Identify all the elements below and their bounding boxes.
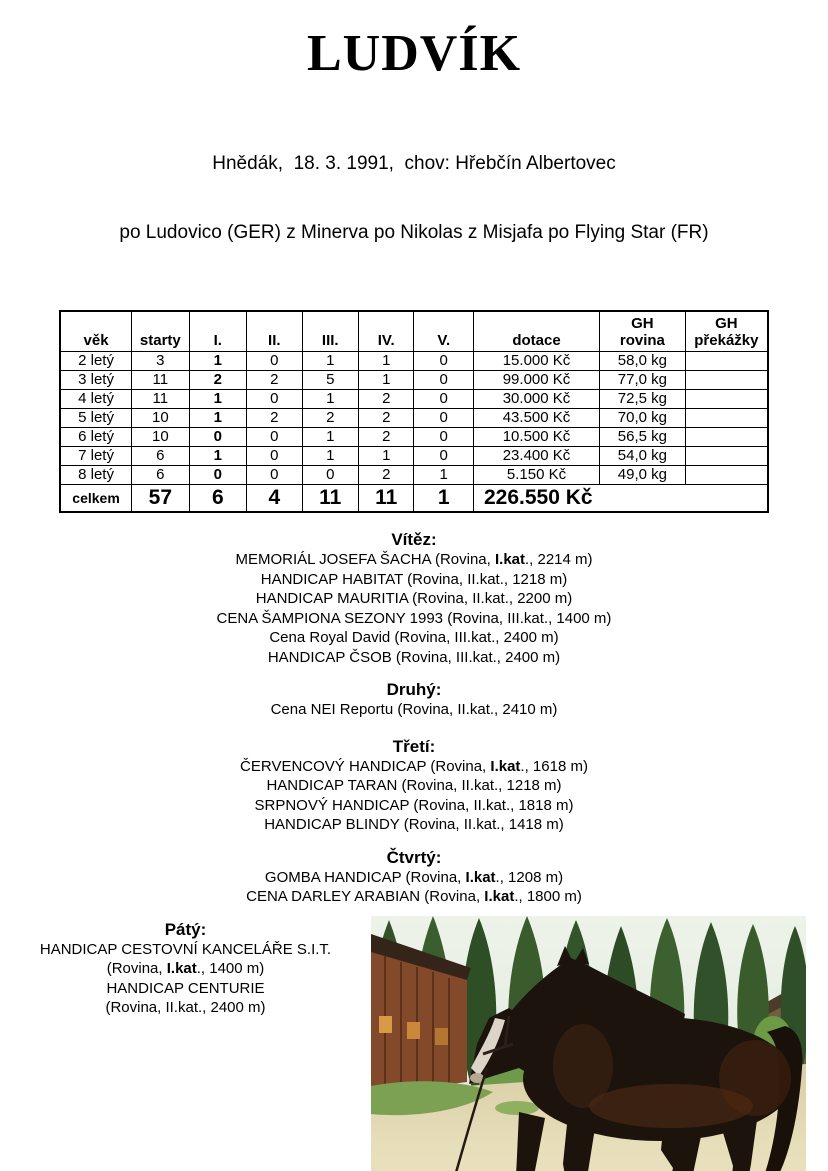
col-header-second: II. (247, 311, 302, 352)
page-title: LUDVÍK (306, 25, 522, 82)
col-header-fifth: V. (414, 311, 474, 352)
total-dotace: 226.550 Kč (473, 485, 768, 513)
section-heading: Třetí: (392, 736, 436, 756)
race-entry: MEMORIÁL JOSEFA ŠACHA (Rovina, I.kat., 2214 m) (235, 551, 593, 568)
horse-pedigree-line: po Ludovico (GER) z Minerva po Nikolas z Misjafa po Flying Star (FR) (119, 222, 709, 243)
race-entry: ČERVENCOVÝ HANDICAP (Rovina, I.kat., 1618 m) (240, 757, 588, 775)
race-entry: Cena Royal David (Rovina, III.kat., 2400 m) (269, 629, 559, 646)
race-entry: HANDICAP MAURITIA (Rovina, II.kat., 2200 m) (255, 590, 573, 607)
col-header-first: I. (189, 311, 246, 352)
section-heading: Druhý: (386, 680, 442, 699)
section-fourth (0, 848, 828, 907)
col-header-gh-rovina: GH rovina (600, 311, 686, 352)
col-header-starty: starty (132, 311, 189, 352)
col-header-third: III. (302, 311, 358, 352)
col-header-dotace: dotace (473, 311, 599, 352)
horse-details (0, 106, 828, 290)
col-header-vek: věk (60, 311, 132, 352)
horse-birth-line: Hnědák, 18. 3. 1991, chov: Hřebčín Albertovec (212, 153, 616, 174)
bottom-area (0, 916, 828, 1171)
race-entry: (Rovina, II.kat., 2400 m) (105, 999, 266, 1016)
race-entry: HANDICAP CESTOVNÍ KANCELÁŘE S.I.T. (39, 940, 332, 958)
table-total-row: celkem 57 6 4 11 11 1 226.550 Kč (60, 485, 768, 513)
table-row: 4 letý 11 1 0 1 2 0 30.000 Kč 72,5 kg (60, 390, 768, 409)
table-row: 6 letý 10 0 0 1 2 0 10.500 Kč 56,5 kg (60, 428, 768, 447)
section-heading: Čtvrtý: (386, 847, 442, 867)
bottom-left-column (0, 916, 371, 1018)
col-header-fourth: IV. (359, 311, 414, 352)
table-row: 8 letý 6 0 0 0 2 1 5.150 Kč 49,0 kg (60, 466, 768, 485)
section-heading: Pátý: (164, 919, 207, 939)
race-entry: CENA DARLEY ARABIAN (Rovina, I.kat., 1800 m) (246, 888, 582, 905)
table-row: 3 letý 11 2 2 5 1 0 99.000 Kč 77,0 kg (60, 371, 768, 390)
race-statistics-table (59, 310, 769, 513)
race-entry: SRPNOVÝ HANDICAP (Rovina, II.kat., 1818 m) (254, 796, 574, 814)
race-entry: HANDICAP HABITAT (Rovina, II.kat., 1218 m) (260, 570, 568, 588)
race-entry: CENA ŠAMPIONA SEZONY 1993 (Rovina, III.kat., 1400 m) (216, 609, 612, 627)
table-row: 2 letý 3 1 0 1 1 0 15.000 Kč 58,0 kg (60, 352, 768, 371)
col-header-gh-prekazky: GH překážky (685, 311, 768, 352)
section-heading: Vítěz: (391, 530, 437, 549)
race-entry: HANDICAP TARAN (Rovina, II.kat., 1218 m) (266, 777, 562, 794)
table-header-row (60, 311, 768, 352)
total-label: celkem (60, 485, 132, 513)
race-entry: HANDICAP BLINDY (Rovina, II.kat., 1418 m) (264, 816, 564, 833)
section-second (0, 680, 828, 720)
table-row: 7 letý 6 1 0 1 1 0 23.400 Kč 54,0 kg (60, 447, 768, 466)
horse-photo (371, 916, 806, 1171)
race-entry: Cena NEI Reportu (Rovina, II.kat., 2410 m) (270, 701, 558, 718)
race-entry: HANDICAP CENTURIE (106, 979, 265, 997)
section-fifth (0, 920, 371, 1018)
table-row: 5 letý 10 1 2 2 2 0 43.500 Kč 70,0 kg (60, 409, 768, 428)
race-entry: HANDICAP ČSOB (Rovina, III.kat., 2400 m) (267, 648, 561, 666)
race-entry: GOMBA HANDICAP (Rovina, I.kat., 1208 m) (264, 868, 564, 886)
section-third (0, 737, 828, 835)
race-entry: (Rovina, I.kat., 1400 m) (106, 960, 265, 977)
section-winner (0, 530, 828, 667)
